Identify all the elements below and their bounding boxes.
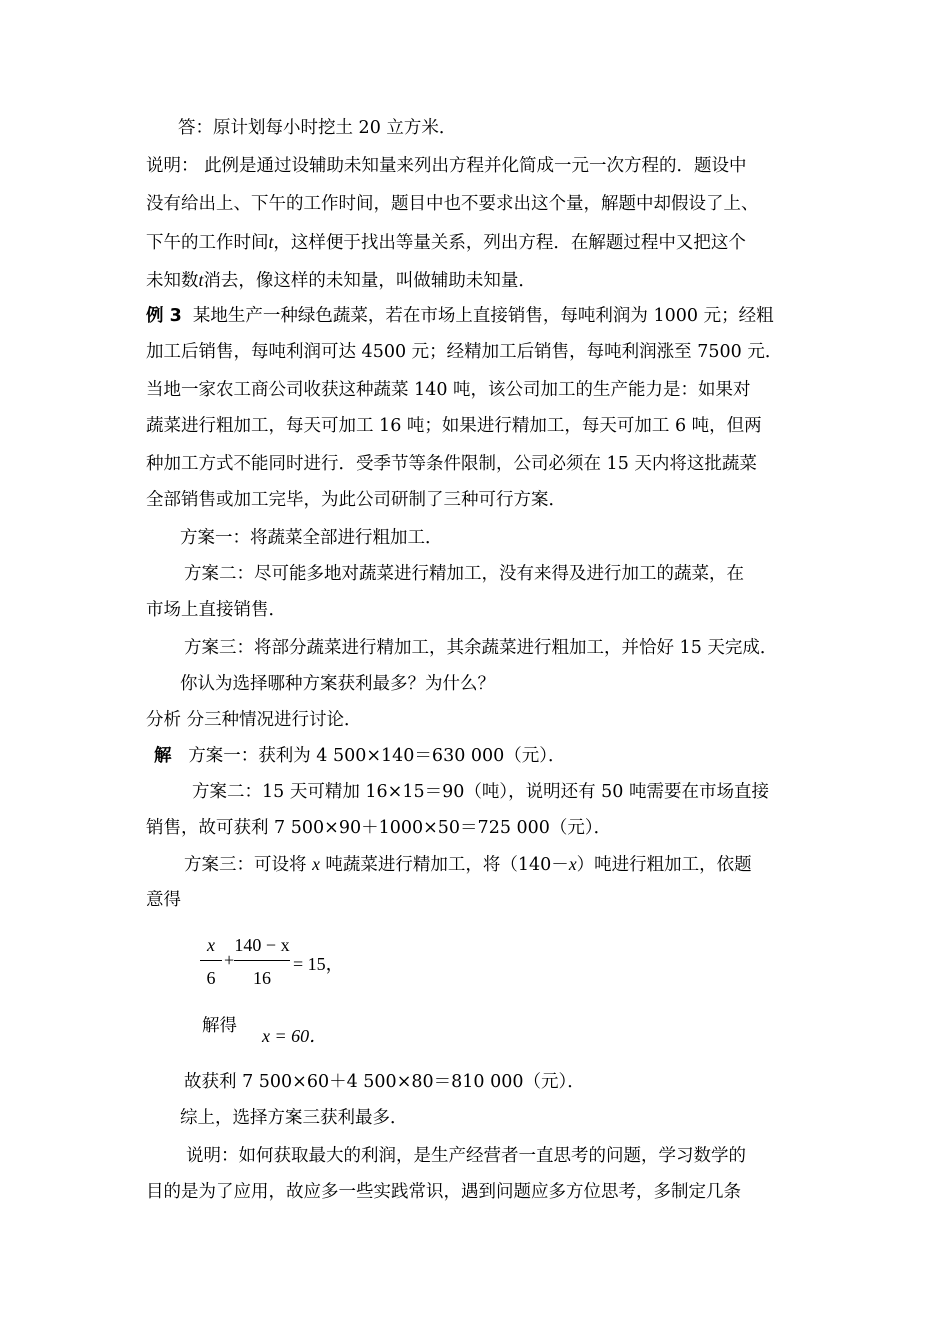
fraction-denominator: 16	[253, 968, 271, 988]
solution-line-1	[154, 744, 566, 768]
fraction-numerator: 140 − x	[234, 935, 290, 955]
note-line-3	[146, 230, 746, 255]
plan-three: 方案三：将部分蔬菜进行精加工，其余蔬菜进行粗加工，并恰好 15 天完成．	[184, 638, 778, 658]
solution-text: 吨蔬菜进行精加工，将（140－	[319, 855, 569, 875]
note-text: 未知数	[146, 271, 199, 291]
solution-plan-three-line-1	[184, 852, 752, 877]
fraction-140-minus-x-over-16	[234, 934, 290, 989]
variable-x: x	[312, 854, 320, 874]
example-line-1	[146, 304, 774, 328]
solution-label: 解	[154, 746, 172, 766]
remark-line-1: 说明：如何获取最大的利润，是生产经营者一直思考的问题，学习数学的	[186, 1146, 746, 1166]
variable-t: t	[198, 270, 204, 290]
solution-text: 方案三：可设将	[184, 855, 313, 875]
fraction-x-over-6	[200, 934, 222, 989]
fraction-denominator: 6	[206, 968, 216, 988]
example-line-3: 当地一家农工商公司收获这种蔬菜 140 吨，该公司加工的生产能力是：如果对	[146, 380, 751, 400]
solution-text: 方案一：获利为 4 500×140＝630 000（元）．	[188, 746, 566, 766]
example-line-5: 种加工方式不能同时进行．受季节等条件限制，公司必须在 15 天内将这批蔬菜	[146, 454, 757, 474]
equation-rhs: = 15，	[293, 954, 344, 974]
question: 你认为选择哪种方案获利最多？为什么？	[180, 674, 495, 694]
note-text: ，这样便于找出等量关系，列出方程．在解题过程中又把这个	[273, 233, 746, 253]
fraction-bar	[234, 960, 290, 961]
solve-label: 解得	[202, 1016, 237, 1036]
example-label: 例 3	[146, 306, 182, 326]
fraction-bar	[200, 960, 222, 961]
plan-two-line-1: 方案二：尽可能多地对蔬菜进行精加工，没有来得及进行加工的蔬菜，在	[184, 564, 744, 584]
note-line-1: 说明： 此例是通过设辅助未知量来列出方程并化简成一元一次方程的．题设中	[146, 156, 747, 176]
solution-plan-two-line-2: 销售，故可获利 7 500×90＋1000×50＝725 000（元）．	[146, 818, 612, 838]
solve-equation: x = 60．	[262, 1026, 328, 1046]
remark-line-2: 目的是为了应用，故应多一些实践常识，遇到问题应多方位思考，多制定几条	[146, 1182, 741, 1202]
analysis: 分析 分三种情况进行讨论．	[146, 710, 362, 730]
note-text: 下午的工作时间	[146, 233, 269, 253]
solution-plan-three-line-2: 意得	[146, 890, 181, 910]
profit-line: 故获利 7 500×60＋4 500×80＝810 000（元）．	[184, 1072, 585, 1092]
note-text: 消去，像这样的未知量，叫做辅助未知量．	[203, 271, 536, 291]
plus-sign: +	[224, 950, 235, 970]
example-line-2: 加工后销售，每吨利润可达 4500 元；经精加工后销售，每吨利润涨至 7500 元．	[146, 342, 783, 362]
fraction-numerator: x	[207, 935, 215, 955]
answer-line: 答：原计划每小时挖土 20 立方米．	[178, 118, 457, 138]
example-line-4: 蔬菜进行粗加工，每天可加工 16 吨；如果进行精加工，每天可加工 6 吨，但两	[146, 416, 762, 436]
example-text: 某地生产一种绿色蔬菜，若在市场上直接销售，每吨利润为 1000 元；经粗	[192, 306, 774, 326]
note-line-4	[146, 268, 536, 293]
solution-plan-two-line-1: 方案二：15 天可精加 16×15＝90（吨），说明还有 50 吨需要在市场直接	[192, 782, 770, 802]
conclusion: 综上，选择方案三获利最多．	[180, 1108, 408, 1128]
plan-two-line-2: 市场上直接销售．	[146, 600, 286, 620]
example-line-6: 全部销售或加工完毕，为此公司研制了三种可行方案．	[146, 490, 566, 510]
plan-one: 方案一：将蔬菜全部进行粗加工．	[180, 528, 443, 548]
solution-text: ）吨进行粗加工，依题	[576, 855, 752, 875]
variable-x: x	[568, 854, 577, 874]
variable-t: t	[268, 232, 274, 252]
note-line-2: 没有给出上、下午的工作时间，题目中也不要求出这个量，解题中却假设了上、	[146, 194, 759, 214]
